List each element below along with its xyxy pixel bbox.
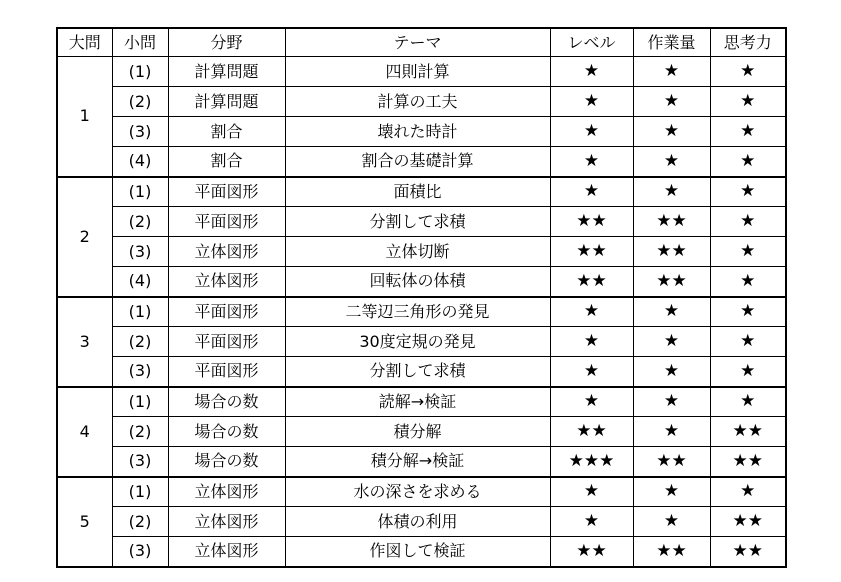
major-question-cell: 4 [57,387,112,477]
thinking-stars-cell: ★ [710,237,786,267]
field-cell: 計算問題 [168,87,285,117]
theme-cell: 水の深さを求める [285,477,550,507]
table-row [57,507,786,537]
field-cell: 平面図形 [168,297,285,327]
thinking-stars-cell: ★ [710,327,786,357]
theme-cell: 分割して求積 [285,357,550,387]
level-stars-cell: ★ [550,477,633,507]
field-cell: 平面図形 [168,357,285,387]
workload-stars-cell: ★ [633,327,710,357]
workload-stars-cell: ★ [633,357,710,387]
sub-question-cell: (2) [112,507,168,537]
theme-cell: 積分解 [285,417,550,447]
thinking-stars-cell: ★ [710,357,786,387]
level-stars-cell: ★ [550,297,633,327]
sub-question-cell: (2) [112,87,168,117]
level-stars-cell: ★ [550,87,633,117]
sub-question-cell: (1) [112,387,168,417]
theme-cell: 体積の利用 [285,507,550,537]
workload-stars-cell: ★ [633,507,710,537]
workload-stars-cell: ★ [633,57,710,87]
header-bunya: 分野 [168,28,285,57]
level-stars-cell: ★★ [550,237,633,267]
field-cell: 平面図形 [168,327,285,357]
table-row [57,327,786,357]
field-cell: 立体図形 [168,537,285,567]
thinking-stars-cell: ★ [710,57,786,87]
header-think: 思考力 [710,28,786,57]
major-question-cell: 1 [57,57,112,177]
thinking-stars-cell: ★ [710,297,786,327]
sub-question-cell: (4) [112,267,168,297]
sub-question-cell: (2) [112,417,168,447]
major-question-cell: 2 [57,177,112,297]
sub-question-cell: (1) [112,57,168,87]
thinking-stars-cell: ★ [710,87,786,117]
sub-question-cell: (3) [112,537,168,567]
workload-stars-cell: ★ [633,147,710,177]
level-stars-cell: ★ [550,507,633,537]
level-stars-cell: ★ [550,57,633,87]
level-stars-cell: ★★ [550,537,633,567]
thinking-stars-cell: ★ [710,387,786,417]
workload-stars-cell: ★★ [633,267,710,297]
theme-cell: 作図して検証 [285,537,550,567]
field-cell: 場合の数 [168,387,285,417]
sub-question-cell: (1) [112,477,168,507]
thinking-stars-cell: ★ [710,207,786,237]
workload-stars-cell: ★ [633,117,710,147]
theme-cell: 割合の基礎計算 [285,147,550,177]
theme-cell: 回転体の体積 [285,267,550,297]
thinking-stars-cell: ★★ [710,537,786,567]
sub-question-cell: (4) [112,147,168,177]
theme-cell: 面積比 [285,177,550,207]
theme-cell: 四則計算 [285,57,550,87]
table-row [57,177,786,207]
field-cell: 計算問題 [168,57,285,87]
field-cell: 場合の数 [168,417,285,447]
table-row [57,417,786,447]
sub-question-cell: (2) [112,207,168,237]
theme-cell: 分割して求積 [285,207,550,237]
sub-question-cell: (3) [112,447,168,477]
level-stars-cell: ★ [550,387,633,417]
header-work: 作業量 [633,28,710,57]
level-stars-cell: ★ [550,177,633,207]
table-row [57,447,786,477]
table-row [57,477,786,507]
field-cell: 割合 [168,147,285,177]
workload-stars-cell: ★ [633,477,710,507]
level-stars-cell: ★ [550,147,633,177]
field-cell: 立体図形 [168,477,285,507]
table-row [57,87,786,117]
field-cell: 立体図形 [168,237,285,267]
level-stars-cell: ★ [550,357,633,387]
sub-question-cell: (3) [112,357,168,387]
workload-stars-cell: ★ [633,387,710,417]
level-stars-cell: ★★ [550,267,633,297]
header-level: レベル [550,28,633,57]
field-cell: 平面図形 [168,207,285,237]
table-row [57,147,786,177]
sub-question-cell: (1) [112,297,168,327]
theme-cell: 立体切断 [285,237,550,267]
theme-cell: 壊れた時計 [285,117,550,147]
workload-stars-cell: ★ [633,177,710,207]
theme-cell: 30度定規の発見 [285,327,550,357]
workload-stars-cell: ★★ [633,207,710,237]
table-row [57,57,786,87]
level-stars-cell: ★ [550,327,633,357]
header-row [57,28,786,57]
table-row [57,207,786,237]
workload-stars-cell: ★★ [633,537,710,567]
field-cell: 立体図形 [168,507,285,537]
sub-question-cell: (3) [112,237,168,267]
level-stars-cell: ★★ [550,207,633,237]
thinking-stars-cell: ★ [710,177,786,207]
thinking-stars-cell: ★ [710,147,786,177]
table-row [57,537,786,567]
workload-stars-cell: ★ [633,87,710,117]
thinking-stars-cell: ★ [710,267,786,297]
theme-cell: 二等辺三角形の発見 [285,297,550,327]
thinking-stars-cell: ★★ [710,447,786,477]
major-question-cell: 3 [57,297,112,387]
level-stars-cell: ★★★ [550,447,633,477]
thinking-stars-cell: ★★ [710,507,786,537]
table-body [57,57,786,567]
field-cell: 割合 [168,117,285,147]
theme-cell: 読解→検証 [285,387,550,417]
table-row [57,237,786,267]
thinking-stars-cell: ★ [710,117,786,147]
thinking-stars-cell: ★★ [710,417,786,447]
exam-analysis-table [56,27,787,568]
theme-cell: 積分解→検証 [285,447,550,477]
table-row [57,297,786,327]
header-theme: テーマ [285,28,550,57]
major-question-cell: 5 [57,477,112,567]
workload-stars-cell: ★ [633,297,710,327]
header-sho: 小問 [112,28,168,57]
thinking-stars-cell: ★ [710,477,786,507]
level-stars-cell: ★ [550,117,633,147]
field-cell: 平面図形 [168,177,285,207]
field-cell: 立体図形 [168,267,285,297]
sub-question-cell: (2) [112,327,168,357]
workload-stars-cell: ★★ [633,447,710,477]
workload-stars-cell: ★ [633,417,710,447]
sub-question-cell: (1) [112,177,168,207]
header-dai: 大問 [57,28,112,57]
table-row [57,267,786,297]
field-cell: 場合の数 [168,447,285,477]
table-row [57,387,786,417]
sub-question-cell: (3) [112,117,168,147]
workload-stars-cell: ★★ [633,237,710,267]
theme-cell: 計算の工夫 [285,87,550,117]
table-row [57,117,786,147]
level-stars-cell: ★★ [550,417,633,447]
table-row [57,357,786,387]
